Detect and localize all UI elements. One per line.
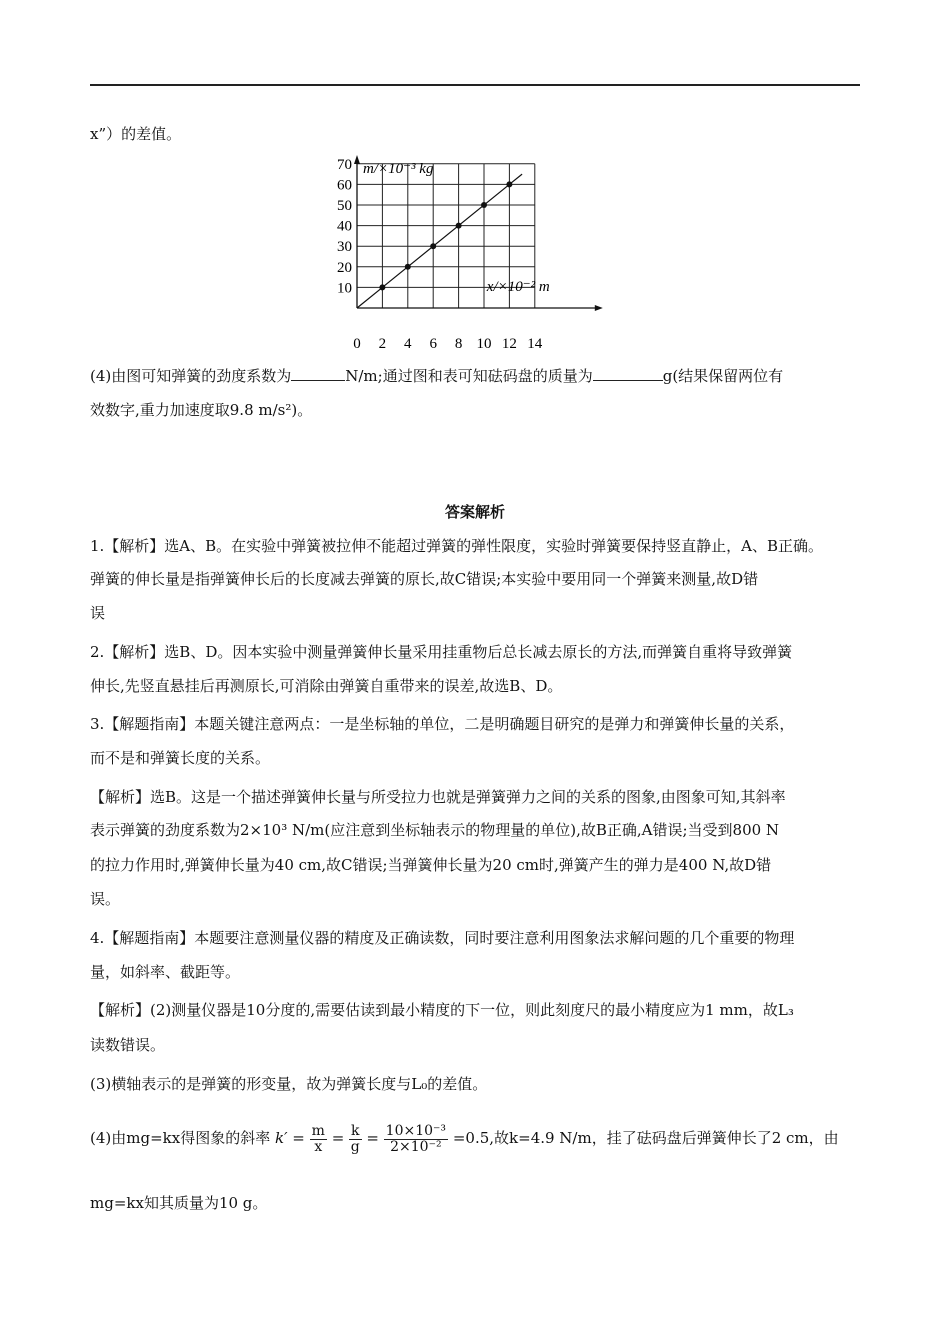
q4-line1 bbox=[90, 366, 860, 387]
y-tick-label: 60 bbox=[337, 177, 352, 194]
y-axis-label: m/×10⁻³ kg bbox=[363, 161, 434, 177]
fraction-values bbox=[384, 1124, 448, 1155]
formula-prefix: (4)由mg=kx得图象的斜率 bbox=[90, 1129, 271, 1147]
y-tick-label: 10 bbox=[337, 280, 352, 297]
formula-eq-1: = bbox=[292, 1129, 305, 1147]
answer-line: 读数错误。 bbox=[90, 1036, 166, 1054]
answer-line: 3.【解题指南】本题关键注意两点：一是坐标轴的单位，二是明确题目研究的是弹力和弹簧伸长量的关系， bbox=[90, 715, 795, 733]
x-tick-label: 6 bbox=[429, 336, 437, 350]
data-point bbox=[506, 181, 512, 187]
answer-line: 的拉力作用时,弹簧伸长量为40 cm,故C错误;当弹簧伸长量为20 cm时,弹簧产生的弹力是400 N,故D错 bbox=[90, 856, 772, 874]
data-point bbox=[481, 202, 487, 208]
x-tick-label: 0 bbox=[353, 336, 361, 350]
answer-line: 弹簧的伸长量是指弹簧伸长后的长度减去弹簧的原长,故C错误;本实验中要用同一个弹簧来测量,故D错 bbox=[90, 570, 759, 588]
answer-line: 2.【解析】选B、D。因本实验中测量弹簧伸长量采用挂重物后总长减去原长的方法,而弹簧自重将导致弹簧 bbox=[90, 643, 793, 661]
x-tick-label: 10 bbox=[476, 336, 492, 350]
frac1-den: x bbox=[314, 1138, 323, 1155]
formula-eq-2: = bbox=[331, 1129, 345, 1147]
x-axis-arrow bbox=[595, 305, 603, 311]
formula-result: =0.5, bbox=[452, 1129, 495, 1147]
y-tick-label: 70 bbox=[337, 156, 352, 173]
y-tick-label: 40 bbox=[337, 218, 352, 235]
answer-blank-mass[interactable] bbox=[593, 366, 663, 381]
y-tick-label: 50 bbox=[337, 198, 352, 214]
frac3-num: 10×10⁻³ bbox=[385, 1122, 447, 1139]
y-axis-arrow bbox=[354, 155, 360, 164]
frac2-den: g bbox=[350, 1138, 360, 1155]
formula-suffix: 故k=4.9 N/m，挂了砝码盘后弹簧伸长了2 cm，由 bbox=[494, 1129, 839, 1147]
q4-text-c: g(结果保留两位有 bbox=[662, 367, 784, 385]
frac3-den: 2×10⁻² bbox=[390, 1138, 442, 1155]
answer-line: (3)横轴表示的是弹簧的形变量，故为弹簧长度与L₀的差值。 bbox=[90, 1075, 488, 1093]
y-tick-label: 30 bbox=[337, 239, 352, 256]
header-rule bbox=[90, 84, 860, 86]
fraction-k-over-g bbox=[349, 1124, 361, 1155]
x-tick-label: 12 bbox=[501, 336, 517, 350]
x-axis-label: x/×10⁻² m bbox=[486, 279, 550, 295]
frac2-num: k bbox=[351, 1122, 360, 1139]
q4-text-b: N/m;通过图和表可知砝码盘的质量为 bbox=[345, 367, 593, 385]
answer-line: 量，如斜率、截距等。 bbox=[90, 963, 241, 981]
frac1-num: m bbox=[311, 1122, 325, 1139]
data-point bbox=[379, 284, 385, 290]
data-point bbox=[430, 243, 436, 249]
answer-line: 误。 bbox=[90, 890, 121, 908]
answer-line: 表示弹簧的劲度系数为2×10³ N/m(应注意到坐标轴表示的物理量的单位),故B正确,A错误;当受到800 N bbox=[90, 821, 780, 839]
formula-k-prime: k′ bbox=[274, 1129, 288, 1147]
answer-line: 伸长,先竖直悬挂后再测原长,可消除由弹簧自重带来的误差,故选B、D。 bbox=[90, 677, 563, 695]
q4-text-a: (4)由图可知弹簧的劲度系数为 bbox=[90, 367, 292, 385]
x-tick-label: 2 bbox=[378, 336, 387, 350]
last-line: mg=kx知其质量为10 g。 bbox=[90, 1194, 268, 1212]
y-tick-label: 20 bbox=[337, 259, 352, 276]
formula-eq-3: = bbox=[366, 1129, 379, 1147]
x-tick-label: 4 bbox=[404, 336, 412, 350]
q4-line2: 效数字,重力加速度取9.8 m/s²)。 bbox=[90, 401, 313, 419]
m-x-chart bbox=[330, 150, 630, 350]
answer-line: 【解析】选B。这是一个描述弹簧伸长量与所受拉力也就是弹簧弹力之间的关系的图象,由图象可知,其斜率 bbox=[90, 788, 786, 806]
x-tick-label: 14 bbox=[527, 336, 543, 350]
answer-blank-k[interactable] bbox=[291, 366, 345, 381]
formula-line bbox=[90, 1118, 860, 1158]
fraction-m-over-x bbox=[310, 1124, 327, 1155]
top-text: x”）的差值。 bbox=[90, 125, 182, 143]
answer-line: 误 bbox=[90, 604, 106, 622]
answer-line: 4.【解题指南】本题要注意测量仪器的精度及正确读数，同时要注意利用图象法求解问题的几个重要的物理 bbox=[90, 929, 795, 947]
data-point bbox=[456, 223, 462, 229]
answer-line: 【解析】(2)测量仪器是10分度的,需要估读到最小精度的下一位，则此刻度尺的最小精度应为1 mm，故L₃ bbox=[90, 1001, 794, 1019]
answer-line: 而不是和弹簧长度的关系。 bbox=[90, 749, 271, 767]
x-tick-label: 8 bbox=[454, 336, 463, 350]
answer-title: 答案解析 bbox=[444, 503, 505, 521]
data-point bbox=[405, 264, 411, 270]
answer-line: 1.【解析】选A、B。在实验中弹簧被拉伸不能超过弹簧的弹性限度，实验时弹簧要保持竖直静止，A、B正确。 bbox=[90, 537, 824, 555]
